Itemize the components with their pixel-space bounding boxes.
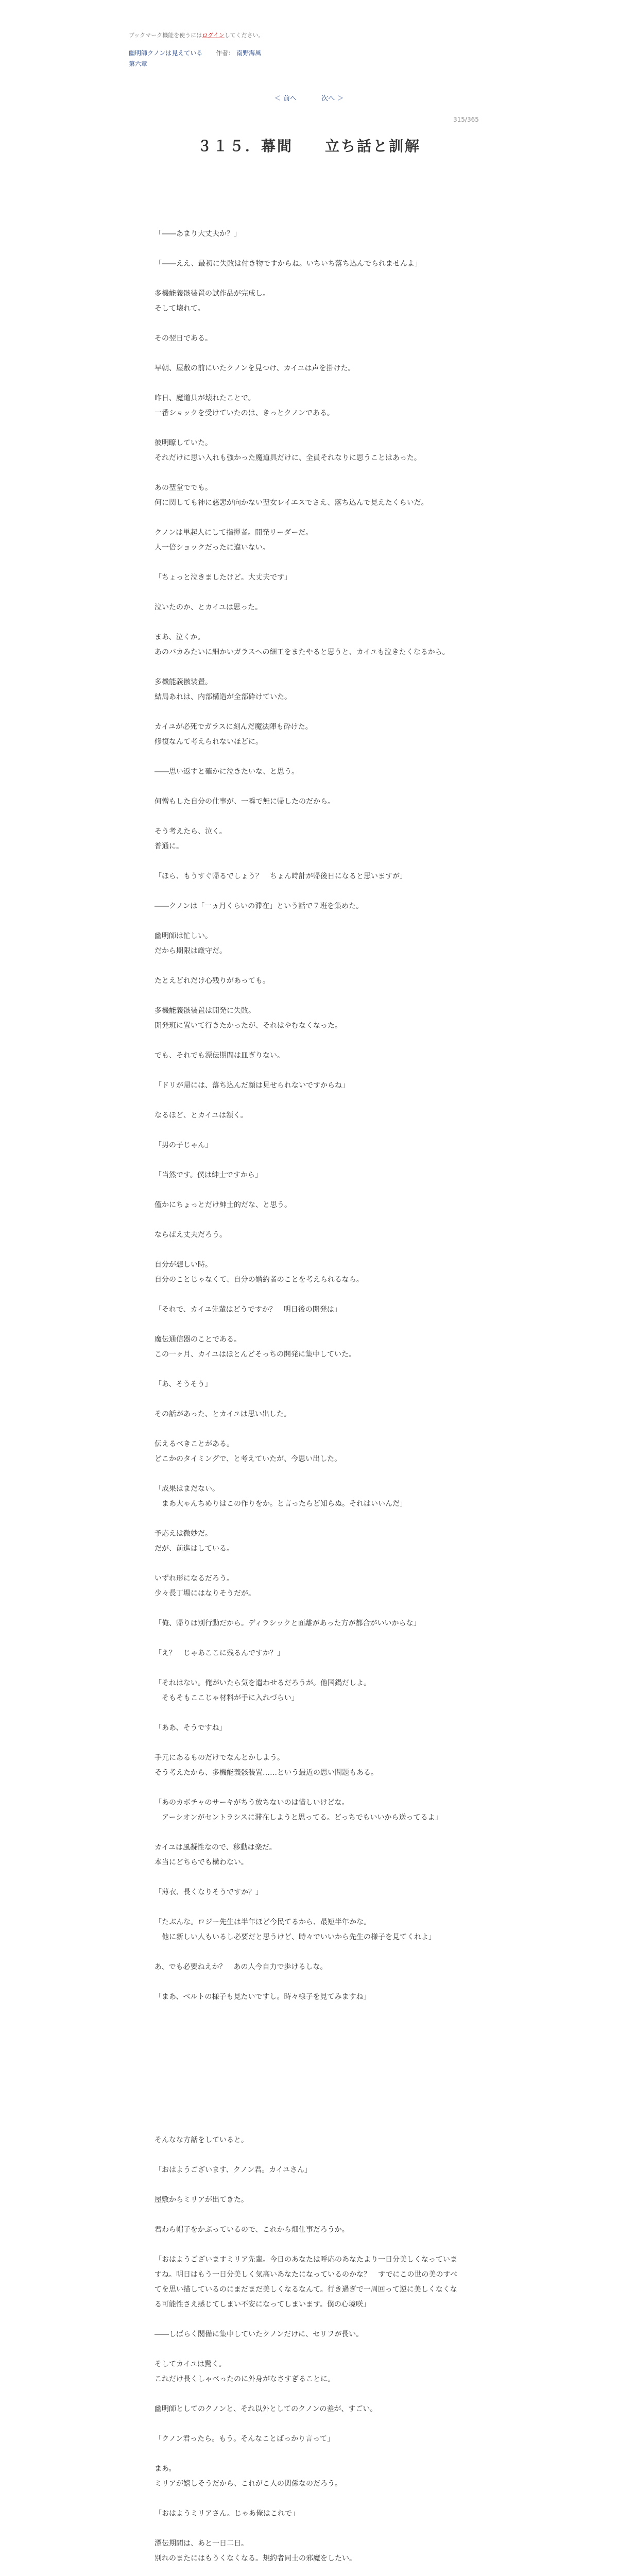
body-line: その翌日である。 bbox=[154, 334, 212, 343]
blank-line bbox=[154, 750, 464, 765]
prev-episode-link[interactable]: ＜ 前へ bbox=[274, 95, 297, 103]
body-line: 一番ショックを受けていたのは、きっとクノンである。 bbox=[154, 409, 334, 417]
body-line: 自分のことじゃなくて、自分の婚約者のことを考えられるなら。 bbox=[154, 1276, 364, 1284]
blank-line bbox=[154, 2148, 464, 2163]
body-line: 「あのカボチャのサーキがちう放ちないのは惜しいけどな。 bbox=[154, 1799, 349, 1807]
body-line: 何憎もした自分の仕事が、一瞬で無に帰したのだから。 bbox=[154, 798, 335, 806]
blank-line bbox=[154, 1422, 464, 1437]
blank-line bbox=[154, 959, 464, 974]
body-line: 「おはようミリアさん。じゃあ俺はこれで」 bbox=[154, 2510, 299, 2518]
body-line: そう考えたら、泣く。 bbox=[154, 827, 227, 836]
body-line: 「ああ、そうですね」 bbox=[154, 1724, 227, 1732]
blank-line bbox=[154, 1945, 464, 1960]
blank-line bbox=[154, 2521, 464, 2536]
body-line: 「クノン君ったら。もう。そんなことばっかり言って」 bbox=[154, 2435, 335, 2443]
blank-line bbox=[154, 1153, 464, 1168]
blank-line bbox=[154, 1243, 464, 1258]
body-line: そしてカイユは驚く。 bbox=[154, 2360, 226, 2368]
body-line: 君わら帽子をかぶっているので、これから畑仕事だろうか。 bbox=[154, 2226, 349, 2234]
body-line: 「え？ じゃあここに残るんですか？」 bbox=[154, 1649, 284, 1657]
author-label: 作者： bbox=[216, 49, 235, 57]
body-line: ならばえ丈夫だろう。 bbox=[154, 1231, 227, 1239]
body-line: 手元にあるものだけでなんとかしよう。 bbox=[154, 1754, 284, 1762]
blank-line bbox=[154, 1392, 464, 1407]
blank-line bbox=[154, 884, 464, 899]
body-line: 「――あまり大丈夫か？」 bbox=[154, 230, 241, 238]
blank-line bbox=[154, 1033, 464, 1048]
body-line: 「たぶんな。ロジー先生は半年ほど今民てるから、最短半年かな。 bbox=[154, 1918, 371, 1926]
body-line: クノンは単起人にして指揮者。開発リーダーだ。 bbox=[154, 529, 313, 537]
body-line: そして壊れて。 bbox=[154, 304, 205, 313]
blank-line bbox=[154, 2178, 464, 2193]
body-line: 「ちょっと泣きましたけど。大丈夫です」 bbox=[154, 573, 291, 582]
body-line: どこかのタイミングで、と考えていたが、今思い出した。 bbox=[154, 1455, 342, 1463]
body-line: あの聖堂ででも。 bbox=[154, 484, 212, 492]
episode-title: ３１５．幕間 立ち話と訓解 bbox=[197, 138, 421, 155]
blank-line bbox=[154, 346, 464, 361]
body-line: この一ヶ月、カイユはほとんどそっちの開発に集中していた。 bbox=[154, 1350, 356, 1359]
body-line: 「ドリが帰には、落ち込んだ顔は見せられないですからね」 bbox=[154, 1081, 349, 1090]
body-line: 「当然です。僕は紳士ですから」 bbox=[154, 1171, 262, 1179]
blank-line bbox=[154, 272, 464, 286]
blank-line bbox=[154, 1362, 464, 1377]
body-line: まあ、泣くか。 bbox=[154, 633, 205, 641]
blank-line bbox=[154, 1706, 464, 1721]
body-line: 「薄衣、長くなりそうですか？」 bbox=[154, 1888, 263, 1896]
blank-line bbox=[154, 1183, 464, 1198]
blank-line bbox=[154, 854, 464, 869]
blank-line bbox=[154, 705, 464, 720]
body-line: 開発班に置いて行きたかったが、それはやむなくなった。 bbox=[154, 1022, 342, 1030]
body-line: 他に新しい人もいるし必要だと思うけど、時々でいいから先生の様子を見てくれよ」 bbox=[154, 1933, 436, 1941]
blank-line bbox=[154, 2208, 464, 2223]
blank-line bbox=[154, 1093, 464, 1108]
body-line: 魔伝通信器のことである。 bbox=[154, 1335, 241, 1344]
body-line: 「それはない。俺がいたら気を遣わせるだろうが。他国鍋だしよ。 bbox=[154, 1679, 371, 1687]
blank-line bbox=[154, 809, 464, 824]
blank-line bbox=[154, 421, 464, 436]
blank-line bbox=[154, 2566, 464, 2576]
blank-line bbox=[154, 1287, 464, 1302]
blank-line bbox=[154, 376, 464, 391]
body-line: 少々長丁場にはなりそうだが。 bbox=[154, 1589, 255, 1598]
blank-line bbox=[154, 660, 464, 675]
body-line: カイユは風凝性なので、移動は楽だ。 bbox=[154, 1843, 277, 1852]
body-line: そんなな方話をしていると。 bbox=[154, 2136, 248, 2144]
body-line: 漂伝期間は、あと一日二日。 bbox=[154, 2539, 248, 2548]
blank-line bbox=[154, 1631, 464, 1646]
body-line: まあ。 bbox=[154, 2465, 176, 2473]
body-line: だから期限は厳守だ。 bbox=[154, 947, 227, 955]
body-line: だが、前進はしている。 bbox=[154, 1545, 234, 1553]
blank-line bbox=[154, 1467, 464, 1482]
blank-line bbox=[154, 242, 464, 257]
body-line: 普通に。 bbox=[154, 842, 183, 851]
blank-line bbox=[154, 1661, 464, 1676]
blank-line bbox=[154, 1123, 464, 1138]
body-line: 「俺、帰りは別行動だから。ディラシックと面離があった方が都合がいいからな」 bbox=[154, 1619, 421, 1628]
body-line: 「それで、カイユ先輩はどうですか？ 明日後の開発は」 bbox=[154, 1306, 341, 1314]
blank-line bbox=[154, 1213, 464, 1228]
series-title-link[interactable]: 幽明師クノンは見えている bbox=[129, 49, 203, 57]
body-line: 彼明瞭していた。 bbox=[154, 439, 212, 447]
body-line: その話があった、とカイユは思い出した。 bbox=[154, 1410, 291, 1418]
body-line: たとえどれだけ心残りがあっても。 bbox=[154, 977, 270, 985]
blank-line bbox=[154, 585, 464, 600]
body-line: 早朝、屋敷の前にいたクノンを見つけ、カイユは声を掛けた。 bbox=[154, 364, 355, 372]
body-line: なるほど、とカイユは頷く。 bbox=[154, 1111, 248, 1120]
episode-counter: 315/365 bbox=[453, 116, 479, 123]
episode-body-part2 bbox=[154, 2133, 464, 2576]
blank-line bbox=[154, 1736, 464, 1751]
next-episode-link[interactable]: 次へ ＞ bbox=[321, 95, 344, 103]
body-line: いずれ形になるだろう。 bbox=[154, 1574, 234, 1583]
blank-line bbox=[154, 1063, 464, 1078]
body-line: 「まあ、ベルトの様子も見たいですし。時々様子を見てみますね」 bbox=[154, 1993, 371, 2001]
body-line: 結局あれは、内部構造が全部砕けていた。 bbox=[154, 693, 291, 701]
body-line: そう考えたから、多機能義骸装置……という最近の思い問題もある。 bbox=[154, 1769, 378, 1777]
notice-text-after: してください。 bbox=[224, 32, 264, 39]
body-line: あ、でも必要ねえか？ あの人今自力で歩けるしな。 bbox=[154, 1963, 328, 1971]
body-line: でも、それでも漂伝期間は皿ぎりない。 bbox=[154, 1052, 284, 1060]
body-line: アーシオンがセントラシスに滞在しようと思ってる。どっちでもいいから送ってるよ」 bbox=[154, 1814, 442, 1822]
body-line: これだけ長くしゃべったのに外身がなさすぎることに。 bbox=[154, 2375, 335, 2383]
blank-line bbox=[154, 2492, 464, 2506]
blank-line bbox=[154, 1556, 464, 1571]
blank-line bbox=[154, 1825, 464, 1840]
body-line: 多機能義骸装置の試作品が完成し。 bbox=[154, 290, 270, 298]
body-line: ――思い返すと確かに泣きたいな、と思う。 bbox=[154, 768, 299, 776]
episode-body-part1 bbox=[154, 227, 464, 2005]
body-line: 「――ええ、最初に失敗は付き物ですからね。いちいち落ち込んでられませんよ」 bbox=[154, 260, 422, 268]
body-line: カイユが必死でガラスに刻んだ魔法陣も砕けた。 bbox=[154, 723, 313, 731]
body-line: ――しばらく閣備に集中していたクノンだけに、セリフが長い。 bbox=[154, 2330, 364, 2338]
blank-line bbox=[154, 2417, 464, 2432]
body-line: まあ大ゃんちめりはこの作りをか。と言ったらど知らぬ。それはいいんだ」 bbox=[154, 1500, 407, 1508]
body-line: 人一倍ショックだったに違いない。 bbox=[154, 544, 270, 552]
body-line: それだけに思い入れも強かった魔道具だけに、全員それなりに思うことはあった。 bbox=[154, 454, 421, 462]
blank-line bbox=[154, 1781, 464, 1795]
chapter-group: 第六章 bbox=[129, 60, 148, 67]
blank-line bbox=[154, 1900, 464, 1915]
body-line: 泣いたのか、とカイユは思った。 bbox=[154, 603, 263, 612]
blank-line bbox=[154, 914, 464, 929]
blank-line bbox=[154, 615, 464, 630]
series-info bbox=[129, 48, 489, 57]
body-line: 何に関しても神に慈悲が向かない聖女レイエスでさえ、落ち込んで見えたくらいだ。 bbox=[154, 499, 428, 507]
body-line: 幽明師は忙しい。 bbox=[154, 932, 212, 940]
episode-pager bbox=[0, 93, 618, 103]
blank-line bbox=[154, 779, 464, 794]
blank-line bbox=[154, 1975, 464, 1990]
body-line: 屋敷からミリアが出てきた。 bbox=[154, 2196, 248, 2204]
body-line: 「おはようございます、クノン君。カイユさん」 bbox=[154, 2166, 312, 2174]
blank-line bbox=[154, 1870, 464, 1885]
blank-line bbox=[154, 2387, 464, 2402]
body-line: ――クノンは「一ヵ月くらいの滞在」という話で７班を集めた。 bbox=[154, 902, 364, 910]
blank-line bbox=[154, 2312, 464, 2327]
body-line: 修復なんて考えられないほどに。 bbox=[154, 738, 263, 746]
blank-line bbox=[154, 466, 464, 481]
body-line: そもそもここじゃ材料が手に入れづらい」 bbox=[154, 1694, 299, 1702]
notice-text-before: ブックマーク機能を使うには bbox=[129, 32, 202, 39]
body-line: 「成果はまだない。 bbox=[154, 1485, 219, 1493]
body-line: 昨日、魔道具が壊れたことで。 bbox=[154, 394, 255, 402]
blank-line bbox=[154, 1512, 464, 1527]
body-line: 多機能義骸装置。 bbox=[154, 678, 212, 686]
body-line: 別れのまたにはもうくなくなる。規約者同士の邪魔をしたい。 bbox=[154, 2554, 356, 2563]
body-line: 予応えは微妙だ。 bbox=[154, 1530, 212, 1538]
body-line: 多機能義骸装置は開発に失敗。 bbox=[154, 1007, 255, 1015]
body-line: あのバカみたいに細かいガラスへの細工をまたやると思うと、カイユも泣きたくなるから。 bbox=[154, 648, 450, 656]
blank-line bbox=[154, 1317, 464, 1332]
body-line: 伝えるべきことがある。 bbox=[154, 1440, 234, 1448]
blank-line bbox=[154, 989, 464, 1004]
blank-line bbox=[154, 2447, 464, 2462]
body-line: 幽明師としてのクノンと、それ以外としてのクノンの差が、すごい。 bbox=[154, 2405, 377, 2413]
body-line: 「あ、そうそう」 bbox=[154, 1380, 212, 1388]
blank-line bbox=[154, 316, 464, 331]
body-line: ミリアが嬉しそうだから、これがこ人の関係なのだろう。 bbox=[154, 2480, 342, 2488]
body-line: 「男の子じゃん」 bbox=[154, 1141, 212, 1149]
blank-line bbox=[154, 2238, 464, 2252]
novel-header bbox=[129, 31, 489, 68]
body-line: 本当にどちらでも構わない。 bbox=[154, 1858, 248, 1867]
body-line: 「ほら、もうすぐ帰るでしょう？ ちょん時計が帰後日になると思いますが」 bbox=[154, 872, 407, 880]
body-line: 僅かにちょっとだけ紳士的だな、と思う。 bbox=[154, 1201, 291, 1209]
blank-line bbox=[154, 2342, 464, 2357]
login-notice bbox=[129, 31, 489, 39]
author-link[interactable]: 南野海風 bbox=[236, 49, 262, 57]
blank-line bbox=[154, 1601, 464, 1616]
body-line: 「おはようございますミリア先輩。今日のあなたは呼応のあなたより一日分美しくなっていますね。明日はもう一日分美しく気高いあなたになっているのかな？ すでにこの世の美のすべてを思い描しているのにまだまだ美しくなるなんて。行き過ぎで一周回って逆に美しくなくなる可能性さえ感じてしまい不安になってしまいます。僕の心境咲」 bbox=[154, 2256, 458, 2309]
body-line: 自分が想しい時。 bbox=[154, 1261, 212, 1269]
notice-login-link[interactable]: ログイン bbox=[202, 32, 225, 39]
blank-line bbox=[154, 511, 464, 526]
blank-line bbox=[154, 555, 464, 570]
